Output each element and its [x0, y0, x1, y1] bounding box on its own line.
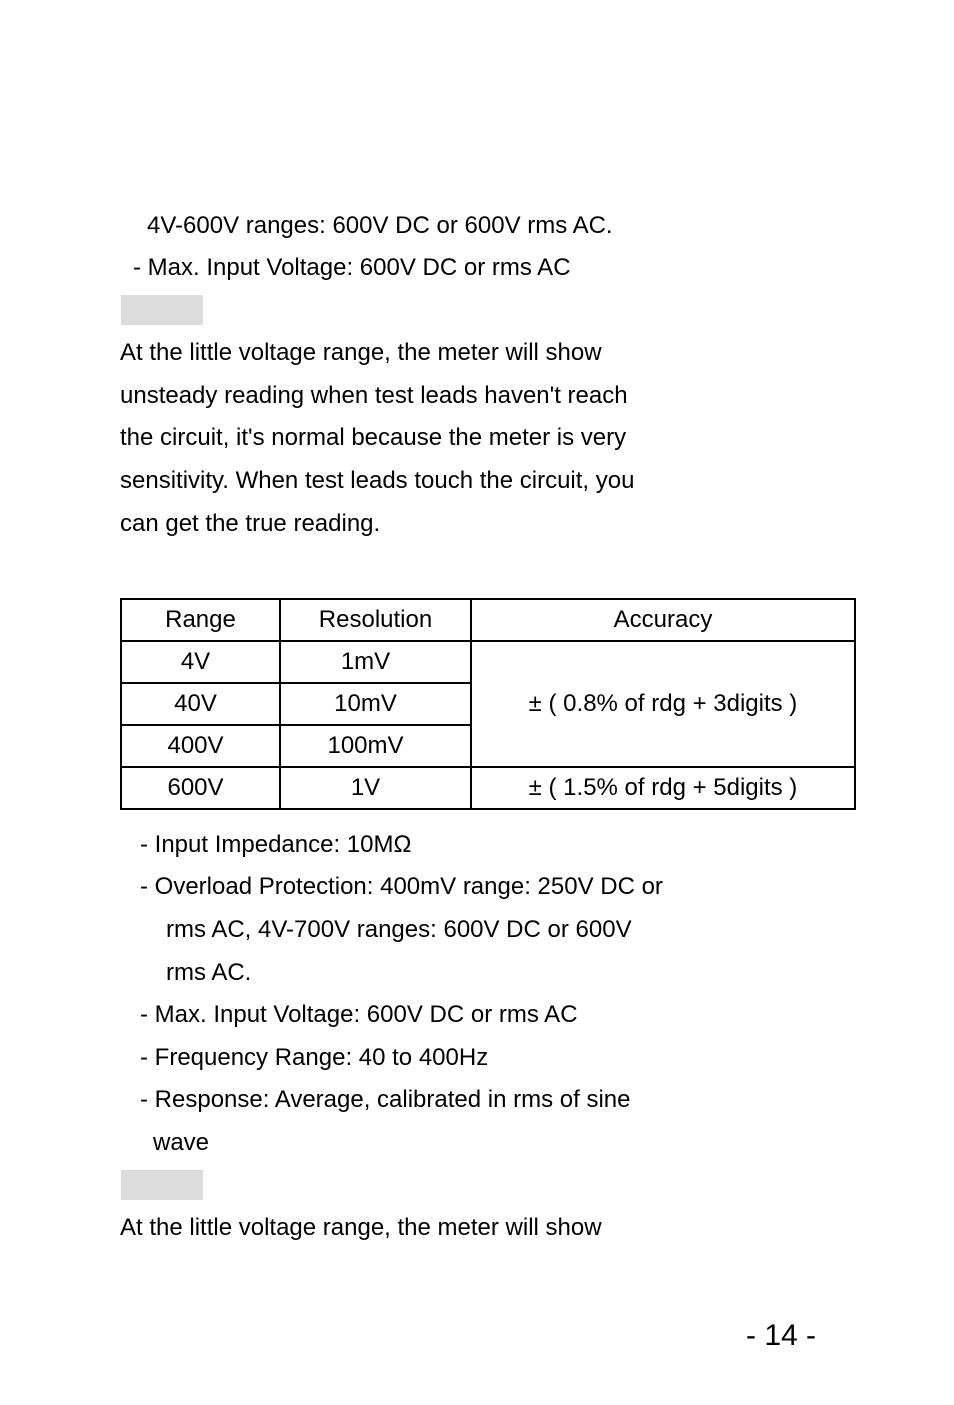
cell-range: 4V	[121, 641, 280, 683]
note-label-box	[121, 295, 203, 325]
page-number: - 14 -	[746, 1319, 817, 1352]
spec-line: - Input Impedance: 10MΩ	[140, 831, 412, 858]
header-accuracy: Accuracy	[471, 599, 855, 641]
cell-range: 600V	[121, 767, 280, 809]
note-line: At the little voltage range, the meter will show	[120, 339, 602, 366]
spec-line: rms AC.	[166, 959, 252, 986]
note-line: the circuit, it's normal because the meter is very	[120, 424, 627, 451]
note-line: can get the true reading.	[120, 510, 381, 537]
spec-table	[120, 598, 856, 810]
table-header-row	[121, 599, 855, 641]
spec-line: - Response: Average, calibrated in rms of sine	[140, 1086, 631, 1113]
spec-line: - Max. Input Voltage: 600V DC or rms AC	[140, 1001, 578, 1028]
table-row	[121, 641, 855, 683]
header-resolution: Resolution	[280, 599, 471, 641]
cell-accuracy: ± ( 1.5% of rdg + 5digits )	[471, 767, 855, 809]
cell-resolution: 1mV	[280, 641, 471, 683]
cell-range: 40V	[121, 683, 280, 725]
spec-line: wave	[153, 1129, 210, 1156]
spec-line: - Frequency Range: 40 to 400Hz	[140, 1044, 489, 1071]
cell-resolution: 10mV	[280, 683, 471, 725]
note-line: unsteady reading when test leads haven't reach	[120, 382, 628, 409]
note-line: At the little voltage range, the meter will show	[120, 1214, 602, 1241]
note-label-box	[121, 1170, 203, 1200]
spec-line: - Overload Protection: 400mV range: 250V DC or	[140, 873, 663, 900]
cell-resolution: 100mV	[280, 725, 471, 767]
header-range: Range	[121, 599, 280, 641]
spec-line: rms AC, 4V-700V ranges: 600V DC or 600V	[166, 916, 632, 943]
cell-resolution: 1V	[280, 767, 471, 809]
cell-accuracy: ± ( 0.8% of rdg + 3digits )	[471, 641, 855, 767]
text-line: - Max. Input Voltage: 600V DC or rms AC	[133, 254, 571, 281]
table-row	[121, 767, 855, 809]
text-line: 4V-600V ranges: 600V DC or 600V rms AC.	[147, 212, 613, 239]
cell-range: 400V	[121, 725, 280, 767]
note-line: sensitivity. When test leads touch the circuit, you	[120, 467, 635, 494]
